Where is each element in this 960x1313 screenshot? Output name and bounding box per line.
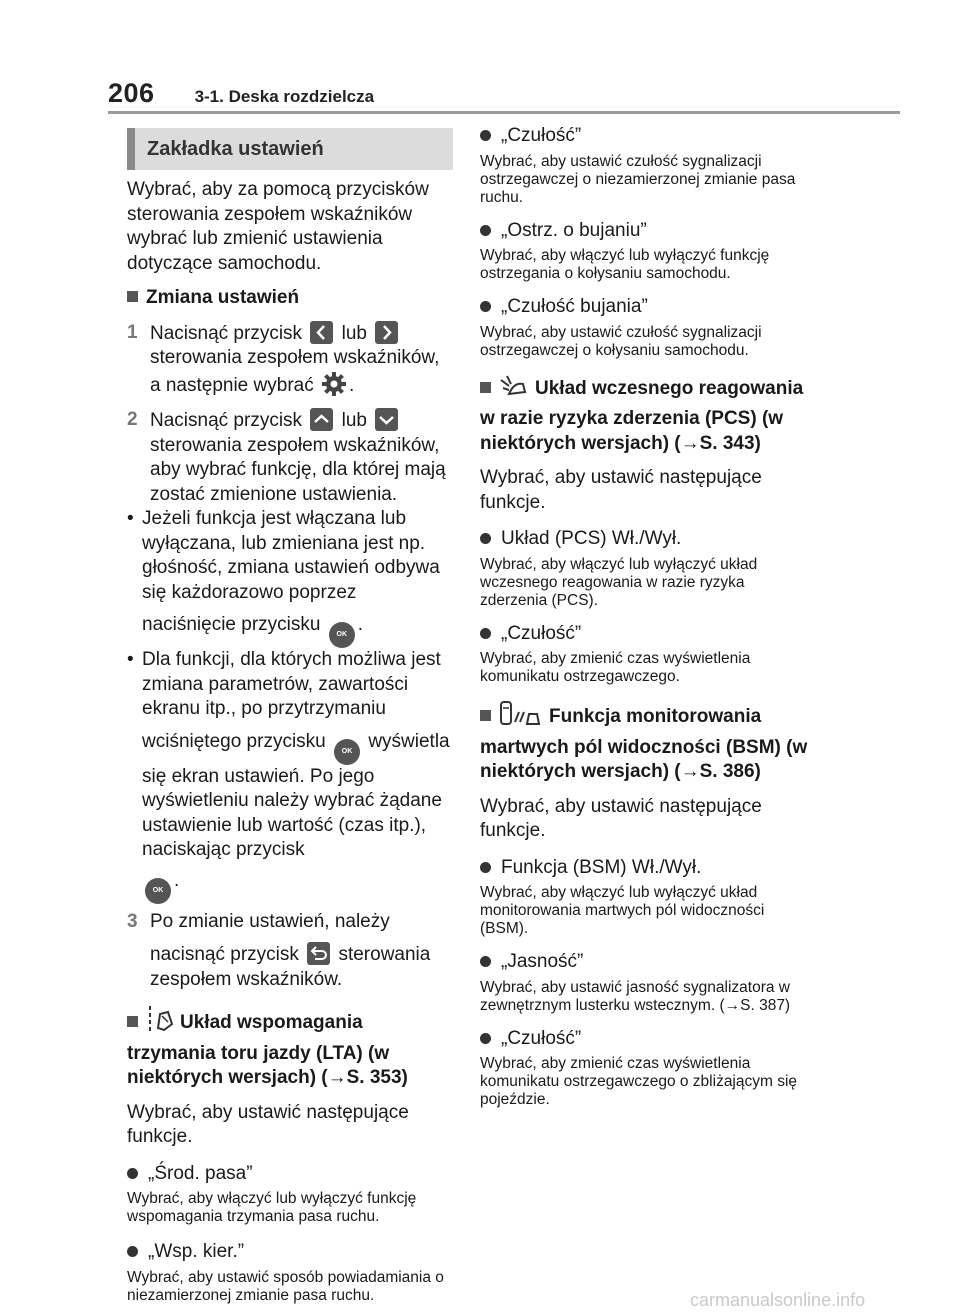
item-description: Wybrać, aby zmienić czas wyświetlenia komunikatu ostrzegawczego. — [480, 650, 751, 685]
right-column — [480, 124, 810, 1109]
subheading-lta: Układ wspomagania trzymania toru jazdy (LTA) (w niektórych wersjach) (→S. 353) — [127, 1004, 453, 1091]
bsm-intro: Wybrać, aby ustawić następujące funkcje. — [480, 795, 762, 841]
watermark: carmanualsonline.info — [690, 1290, 866, 1310]
list-item: Funkcja (BSM) Wł./Wył. — [480, 856, 810, 881]
bullet-dot-icon — [480, 130, 491, 141]
bullet-dot-icon — [480, 533, 491, 544]
lta-intro: Wybrać, aby ustawić następujące funkcje. — [127, 1101, 409, 1147]
pre-collision-icon — [499, 374, 529, 408]
section-title: Zakładka ustawień — [147, 137, 324, 160]
square-bullet-icon — [127, 291, 138, 302]
item-description: Wybrać, aby włączyć lub wyłączyć układ wczesnego reagowania w razie ryzyka zderzenia (PCS). — [480, 555, 758, 609]
note-1: • Jeżeli funkcja jest włączana lub wyłączana, lub zmieniana jest np. głośność, zmiana ustawień odbywa się każdorazowo poprzez naciśnięcie przycisku OK . — [127, 507, 453, 648]
square-bullet-icon — [480, 382, 491, 393]
list-item: „Czułość” — [480, 622, 810, 647]
item-description: Wybrać, aby ustawić czułość sygnalizacji ostrzegawczej o kołysaniu samochodu. — [480, 323, 762, 359]
ok-button-icon: OK — [329, 622, 355, 648]
item-description: Wybrać, aby ustawić czułość sygnalizacji ostrzegawczej o niezamierzonej zmianie pasa ruchu. — [480, 152, 796, 206]
step-number: 3 — [127, 910, 138, 932]
section-title-box — [127, 128, 453, 170]
list-item: „Czułość bujania” — [480, 295, 810, 320]
step-2: 2 Nacisnąć przycisk lub sterowania zespołem wskaźników, aby wybrać funkcję, dla której mają zostać zmienione ustawienia. — [127, 408, 453, 507]
bullet-dot-icon — [127, 1246, 138, 1257]
left-arrow-button-icon — [310, 321, 333, 344]
subheading-pcs: Układ wczesnego reagowania w razie ryzyka zderzenia (PCS) (w niektórych wersjach) (→S. 343) — [480, 374, 810, 457]
subheading-bsm: Funkcja monitorowania martwych pól widoczności (BSM) (w niektórych wersjach) (→S. 386) — [480, 700, 810, 785]
bullet-dot-icon — [480, 628, 491, 639]
chapter-title: 3-1. Deska rozdzielcza — [194, 87, 375, 106]
item-description: Wybrać, aby włączyć lub wyłączyć funkcję wspomagania trzymania pasa ruchu. — [127, 1190, 417, 1225]
pcs-intro: Wybrać, aby ustawić następujące funkcje. — [480, 467, 762, 513]
list-item: „Ostrz. o bujaniu” — [480, 219, 810, 244]
up-arrow-button-icon — [310, 408, 333, 431]
blind-spot-icon — [499, 700, 543, 736]
item-description: Wybrać, aby włączyć lub wyłączyć układ monitorowania martwych pól widoczności (BSM). — [480, 884, 765, 937]
step-number: 2 — [127, 409, 138, 430]
right-arrow-button-icon — [375, 321, 398, 344]
square-bullet-icon — [127, 1016, 138, 1027]
left-column — [127, 124, 453, 1305]
ok-button-icon: OK — [145, 878, 171, 904]
list-item: „Wsp. kier.” — [127, 1240, 453, 1265]
step-3: 3 Po zmianie ustawień, należy nacisnąć przycisk sterowania zespołem wskaźników. — [127, 910, 453, 993]
item-description: Wybrać, aby ustawić sposób powiadamiania o niezamierzonej zmianie pasa ruchu. — [127, 1268, 444, 1304]
list-item: „Czułość” — [480, 124, 810, 149]
page-header — [108, 78, 374, 109]
item-description: Wybrać, aby ustawić jasność sygnalizatora w zewnętrznym lusterku wstecznym. (→S. 387) — [480, 978, 791, 1014]
bullet-dot-icon — [480, 862, 491, 873]
note-2: • Dla funkcji, dla których możliwa jest zmiana parametrów, zawartości ekranu itp., po przytrzymaniu wciśniętego przycisku OK wyświetla się ekran ustawień. Po jego wyświetleniu należy wybrać żądane ustawienie lub wartość (czas itp.), naciskając przycisk OK . — [127, 648, 453, 904]
header-rule — [108, 111, 900, 114]
down-arrow-button-icon — [375, 408, 398, 431]
intro-text: Wybrać, aby za pomocą przycisków sterowania zespołem wskaźników wybrać lub zmienić ustawienia dotyczące samochodu. — [127, 179, 429, 274]
list-item: Układ (PCS) Wł./Wył. — [480, 527, 810, 552]
bullet-dot-icon — [480, 956, 491, 967]
bullet-dot-icon — [480, 301, 491, 312]
bullet-dot-icon — [480, 225, 491, 236]
gear-icon — [321, 371, 347, 397]
list-item: „Jasność” — [480, 950, 810, 975]
bullet-dot-icon — [127, 1168, 138, 1179]
item-description: Wybrać, aby zmienić czas wyświetlenia komunikatu ostrzegawczego o zbliżającym się pojeździe. — [480, 1055, 798, 1108]
square-bullet-icon — [480, 710, 491, 721]
step-number: 1 — [127, 321, 138, 343]
page-number: 206 — [108, 78, 155, 108]
lane-assist-icon — [146, 1004, 174, 1042]
back-button-icon — [307, 942, 330, 965]
list-item: „Czułość” — [480, 1027, 810, 1052]
list-item: „Środ. pasa” — [127, 1162, 453, 1187]
bullet-dot-icon — [480, 1033, 491, 1044]
ok-button-icon: OK — [334, 739, 360, 765]
subheading-settings: Zmiana ustawień — [127, 286, 453, 311]
step-1: 1 Nacisnąć przycisk lub sterowania zespołem wskaźników, a następnie wybrać . — [127, 321, 453, 399]
item-description: Wybrać, aby włączyć lub wyłączyć funkcję ostrzegania o kołysaniu samochodu. — [480, 247, 770, 282]
